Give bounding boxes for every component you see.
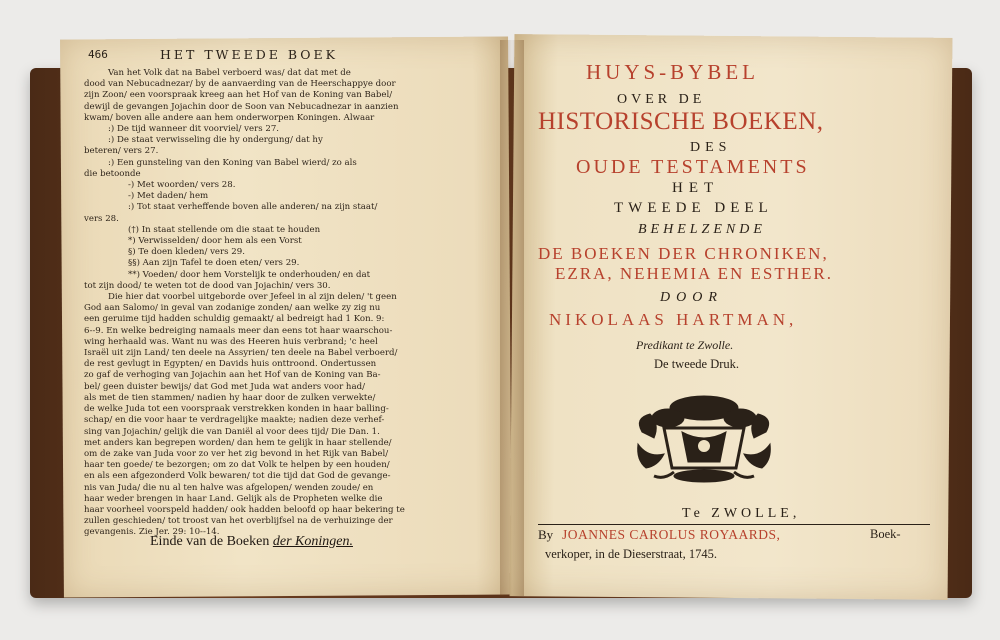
text-line: Van het Volk dat na Babel verboerd was/ dat dat met de <box>108 68 351 78</box>
text-line: bel/ geen duister bewijs/ dat God met Juda wat anders voor had/ <box>84 381 365 392</box>
closing-italic: der Koningen. <box>272 534 353 549</box>
text-line: gevangenis. Zie Jer. 29: 10--14. <box>84 527 220 538</box>
text-line: *) Verwisselden/ door hem als een Vorst <box>128 236 302 247</box>
closing-line <box>150 534 353 550</box>
text-line: zo gaf de verhoging van Jojachin aan het Hof van de Koning van Ba- <box>84 370 381 381</box>
text-line: kwam/ boven alle andere aan hem onderworpen Koningen. Alwaar <box>84 112 375 123</box>
title-oude-testaments: OUDE TESTAMENTS <box>576 156 810 178</box>
text-line: die betoonde <box>84 168 141 179</box>
text-line: (†) In staat stellende om die staat te houden <box>128 224 321 235</box>
text-line: Israël uit zijn Land/ ten deele na Assyrien/ ten deele na Babel verboerd/ <box>84 348 398 359</box>
text-line: God aan Salomo/ in geval van zodanige zonden/ aan welke zy zig nu <box>84 303 381 314</box>
text-line: **) Voeden/ door hem Vorstelijk te onderhouden/ en dat <box>128 269 371 280</box>
text-line: Die hier dat voorbel uitgeborde over Jefeel in al zijn delen/ 't geen <box>108 292 397 303</box>
page-number: 466 <box>88 48 108 61</box>
text-line: haar voorheel voorspeld hadden/ ook hadden beloofd op haar bekering te <box>84 504 405 515</box>
title-ezra-nehemia-esther: EZRA, NEHEMIA EN ESTHER. <box>555 264 833 283</box>
text-line: dewijl de gevangen Jojachin door de Soon van Nebucadnezar in aanzien <box>84 101 399 112</box>
text-line: schap/ en die voor haar te verdragelijke maakte; nadien deze verhef- <box>84 415 385 426</box>
imprint-address: verkoper, in de Dieserstraat, 1745. <box>545 547 718 561</box>
title-tweede-deel: TWEEDE DEEL <box>614 200 773 216</box>
author-name: NIKOLAAS HARTMAN, <box>549 310 798 329</box>
text-line: met anders kan begrepen worden/ dan hem te gelijk in haar stellende/ <box>84 437 392 448</box>
text-line: :) De tijd wanneer dit voorviel/ vers 27. <box>108 124 280 135</box>
title-over-de: OVER DE <box>617 92 706 107</box>
text-line: om de zake van Juda voor zo ver het zig bevond in het Rijk van Babel/ <box>84 448 389 459</box>
title-des: DES <box>690 140 732 155</box>
text-line: de welke Juda tot een voorspraak verstrekken konden in haar balling- <box>84 404 389 415</box>
imprint-rule <box>538 524 930 525</box>
printer-name: JOANNES CAROLUS ROYAARDS, <box>562 527 781 542</box>
text-line: zullen geschieden/ tot troost van het overblijfsel na de verhuizinge der <box>84 516 393 527</box>
text-line: :) Een gunsteling van den Koning van Babel wierd/ zo als <box>108 157 357 168</box>
text-line: 6--9. En welke bedreiging namaals meer dan eens tot haar waarschou- <box>84 325 393 336</box>
text-line: wing herhaald was. Want nu was des Heeren huis verbrand; 'c heel <box>84 336 378 347</box>
text-line: en als een afgezonderd Volk bewaren/ tot die tijd dat God de gevange- <box>84 471 391 482</box>
text-line: nis van Juda/ die nu al ten halve was afgelopen/ wenden zoude/ en <box>84 482 374 493</box>
printer-ornament-icon <box>624 388 784 484</box>
body-text <box>84 68 488 538</box>
text-line: -) Met daden/ hem <box>128 191 209 202</box>
text-line: -) Met woorden/ vers 28. <box>128 180 236 191</box>
title-huys-bybel: HUYS-BYBEL <box>586 60 760 84</box>
closing-prefix: Einde van de Boeken <box>150 534 270 549</box>
text-line: haar weder brengen in haar Land. Gelijk als de Propheten welke die <box>84 493 383 504</box>
text-line: als met de tien stammen/ nadien hy haar door de zulken verwekte/ <box>84 392 376 403</box>
title-behelzende: BEHELZENDE <box>638 222 766 237</box>
imprint-by: By <box>538 527 554 542</box>
printer-suffix: Boek- <box>870 527 901 541</box>
edition: De tweede Druk. <box>654 357 740 371</box>
title-door: DOOR <box>660 290 723 305</box>
author-title: Predikant te Zwolle. <box>636 338 734 352</box>
text-line: :) De staat verwisseling die hy ondergung/ dat hy <box>108 135 323 146</box>
text-line: vers 28. <box>84 213 119 224</box>
title-chroniken: DE BOEKEN DER CHRONIKEN, <box>538 244 829 263</box>
text-line: beteren/ vers 27. <box>84 146 159 157</box>
title-het: HET <box>672 180 720 196</box>
text-line: sing van Jojachin/ gelijk die van Daniël al voor dees tijd/ Die Dan. 1. <box>84 426 380 437</box>
title-historische-boeken: HISTORISCHE BOEKEN, <box>538 108 824 135</box>
book-gutter <box>500 40 524 596</box>
text-line: zijn Zoon/ een voorspraak kreeg aan het Hof van de Koning van Babel/ <box>84 90 393 101</box>
text-line: een geruime tijd hadden schuldig gemaakt/ al bedreigt had 1 Kon. 9: <box>84 314 385 325</box>
text-line: :) Tot staat verheffende boven alle anderen/ na zijn staat/ <box>128 202 378 213</box>
text-line: §) Te doen kleden/ vers 29. <box>128 247 245 258</box>
text-line: haar ten goede/ te bezorgen; om zo dat Volk te helpen by een houden/ <box>84 460 390 471</box>
running-head: HET TWEEDE BOEK <box>160 47 339 62</box>
text-line: tot zijn dood/ te weten tot de dood van Jojachin/ vers 30. <box>84 280 331 291</box>
text-line: dood van Nebucadnezar/ by de aanvaerding van de Heerschappye door <box>84 79 396 90</box>
text-line: §§) Aan zijn Tafel te doen eten/ vers 29. <box>128 258 300 269</box>
text-line: de rest gevlugt in Egypten/ en Davids huis onttroond. Ondertussen <box>84 359 377 370</box>
imprint-place: Te ZWOLLE, <box>682 506 801 521</box>
